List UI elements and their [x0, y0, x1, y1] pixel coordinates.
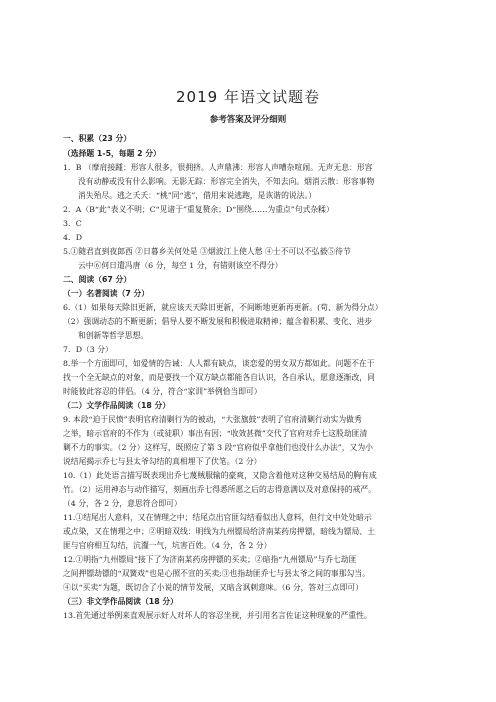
answer-line: 匪与官府相互勾结，沆瀣一气，坑害百姓。（4 分，各 2 分）	[63, 541, 272, 550]
answer-line: 剿不力的事实。（2 分）这样写，既照应了第 3 段“官府似乎拿他们也没什么办法”，又为小	[63, 443, 373, 452]
answer-line: 找一个全无缺点的对象，而是要找一个双方缺点都能各自认识，各自承认，愿意逐渐改，同	[63, 373, 375, 382]
answer-line: 9. 本段“迫于民愤”表明官府清剿行为的被动，“大张旗鼓”表明了官府清剿行动实为做秀	[63, 415, 362, 424]
answer-line: 云中⑥何日遣冯唐（6 分，每空 1 分，有错则该空不得分）	[78, 261, 283, 270]
answer-line: 没有动静或没有什么影响。无影无踪：形容完全消失，不知去向。烟消云散：形容事物	[78, 177, 375, 186]
document-subtitle: 参考答案及评分细则	[209, 115, 287, 125]
answer-line: 12.①明指“九州镖局”接下了为济南某药房押镖的买卖；②暗指“九州镖局”与乔七劫匪	[63, 555, 357, 564]
answer-line: 7．D（3 分）	[63, 345, 113, 354]
answer-line: 和创新等哲学思想。	[78, 331, 149, 340]
answer-line: （4 分，各 2 分，意思符合即可）	[63, 499, 182, 508]
section-heading: （三）非文学作品阅读（18 分）	[63, 597, 178, 606]
answer-line: 3．C	[63, 219, 82, 228]
answer-line: 说结尾揭示乔七与县太爷勾结的真相埋下了伏笔。（2 分）	[63, 457, 262, 466]
section-heading: （二）文学作品阅读（18 分）	[63, 401, 171, 410]
answer-line: 之举，暗示官府的不作为（或徒职）事出有因；“收效甚微”交代了官府对乔七这股劫匪清	[63, 429, 368, 438]
answer-line: 竹。（2）运用神态与动作描写，刻画出乔七得悉所愿之后的志得意满以及对意保持的戒严。	[63, 485, 376, 494]
section-heading: 一、积累（23 分）	[63, 134, 132, 143]
answer-line: 之间押镖劫镖的“双簧戏”也是心照不宣的买卖;③也指劫匪乔七与县太爷之间的事那勾当。	[63, 569, 370, 578]
answer-line: 时能彼此容忍的伴侣。（4 分，符合“家训”举例恰当即可）	[63, 387, 262, 396]
section-heading: （选择题 1-5，每题 2 分）	[63, 149, 161, 158]
answer-line: 消失殆尽。逃之夭夭：“桃”同“逃”，借用来说逃跑，是诙谐的说法。）	[78, 191, 317, 200]
answer-line: 8.举一个方面即可，如爱情的告诫：人人都有缺点，谈恋爱的男女双方都如此。问题不在于	[63, 359, 375, 368]
section-heading: 二、阅读（67 分）	[63, 275, 132, 284]
document-title: 2019 年语文试题卷	[176, 88, 320, 106]
section-heading: （一）名著阅读（7 分）	[63, 289, 150, 298]
answer-line: 4．D	[63, 233, 83, 242]
answer-line: 5.①随君直到夜郎西 ②日暮乡关何处是 ③烟波江上使人愁 ④士不可以不弘毅⑤待节	[63, 247, 351, 256]
answer-line: 或点染，又在情理之中；②明暗双线：明线为九州镖局给济南某药房押镖，暗线为镖局、土	[63, 527, 375, 536]
answer-line: （2）强调动态的不断更新；倡导人要不断发展和积极进取精神；蕴含着积累、变化、进步	[63, 317, 373, 326]
answer-line: ④以“买卖”为题，既切合了小说的情节发展，又暗含讽刺意味。（6 分，答对三点即可）	[63, 583, 363, 592]
answer-line: 1．B （摩肩接踵：形容人很多，很拥挤。人声鼎沸：形容人声嘈杂喧闹。无声无息：形容	[63, 163, 373, 172]
answer-line: 6.（1）如果每天除旧更新，就应该天天除旧更新，不间断地更新再更新。(苟、新为得分点）	[63, 303, 383, 312]
answer-line: 11.①结尾出人意料，又在情理之中；结尾点出官匪勾结看似出人意料，但行文中处处暗示	[63, 513, 372, 522]
answer-line: 13.首先通过举例来直观展示好人对坏人的容忍坐视，并引用名言佐证这种现象的严重性。	[63, 611, 372, 620]
answer-line: 10.（1）此处语言描写既表现出乔七蔑贼服输的豪爽，又隐含着他对这种交易结局的胸有成	[63, 471, 377, 480]
answer-line: 2．A（B“此”表义不明；C“见诸于”重复赘余；D“围绕……为重点”句式杂糅）	[63, 205, 334, 214]
